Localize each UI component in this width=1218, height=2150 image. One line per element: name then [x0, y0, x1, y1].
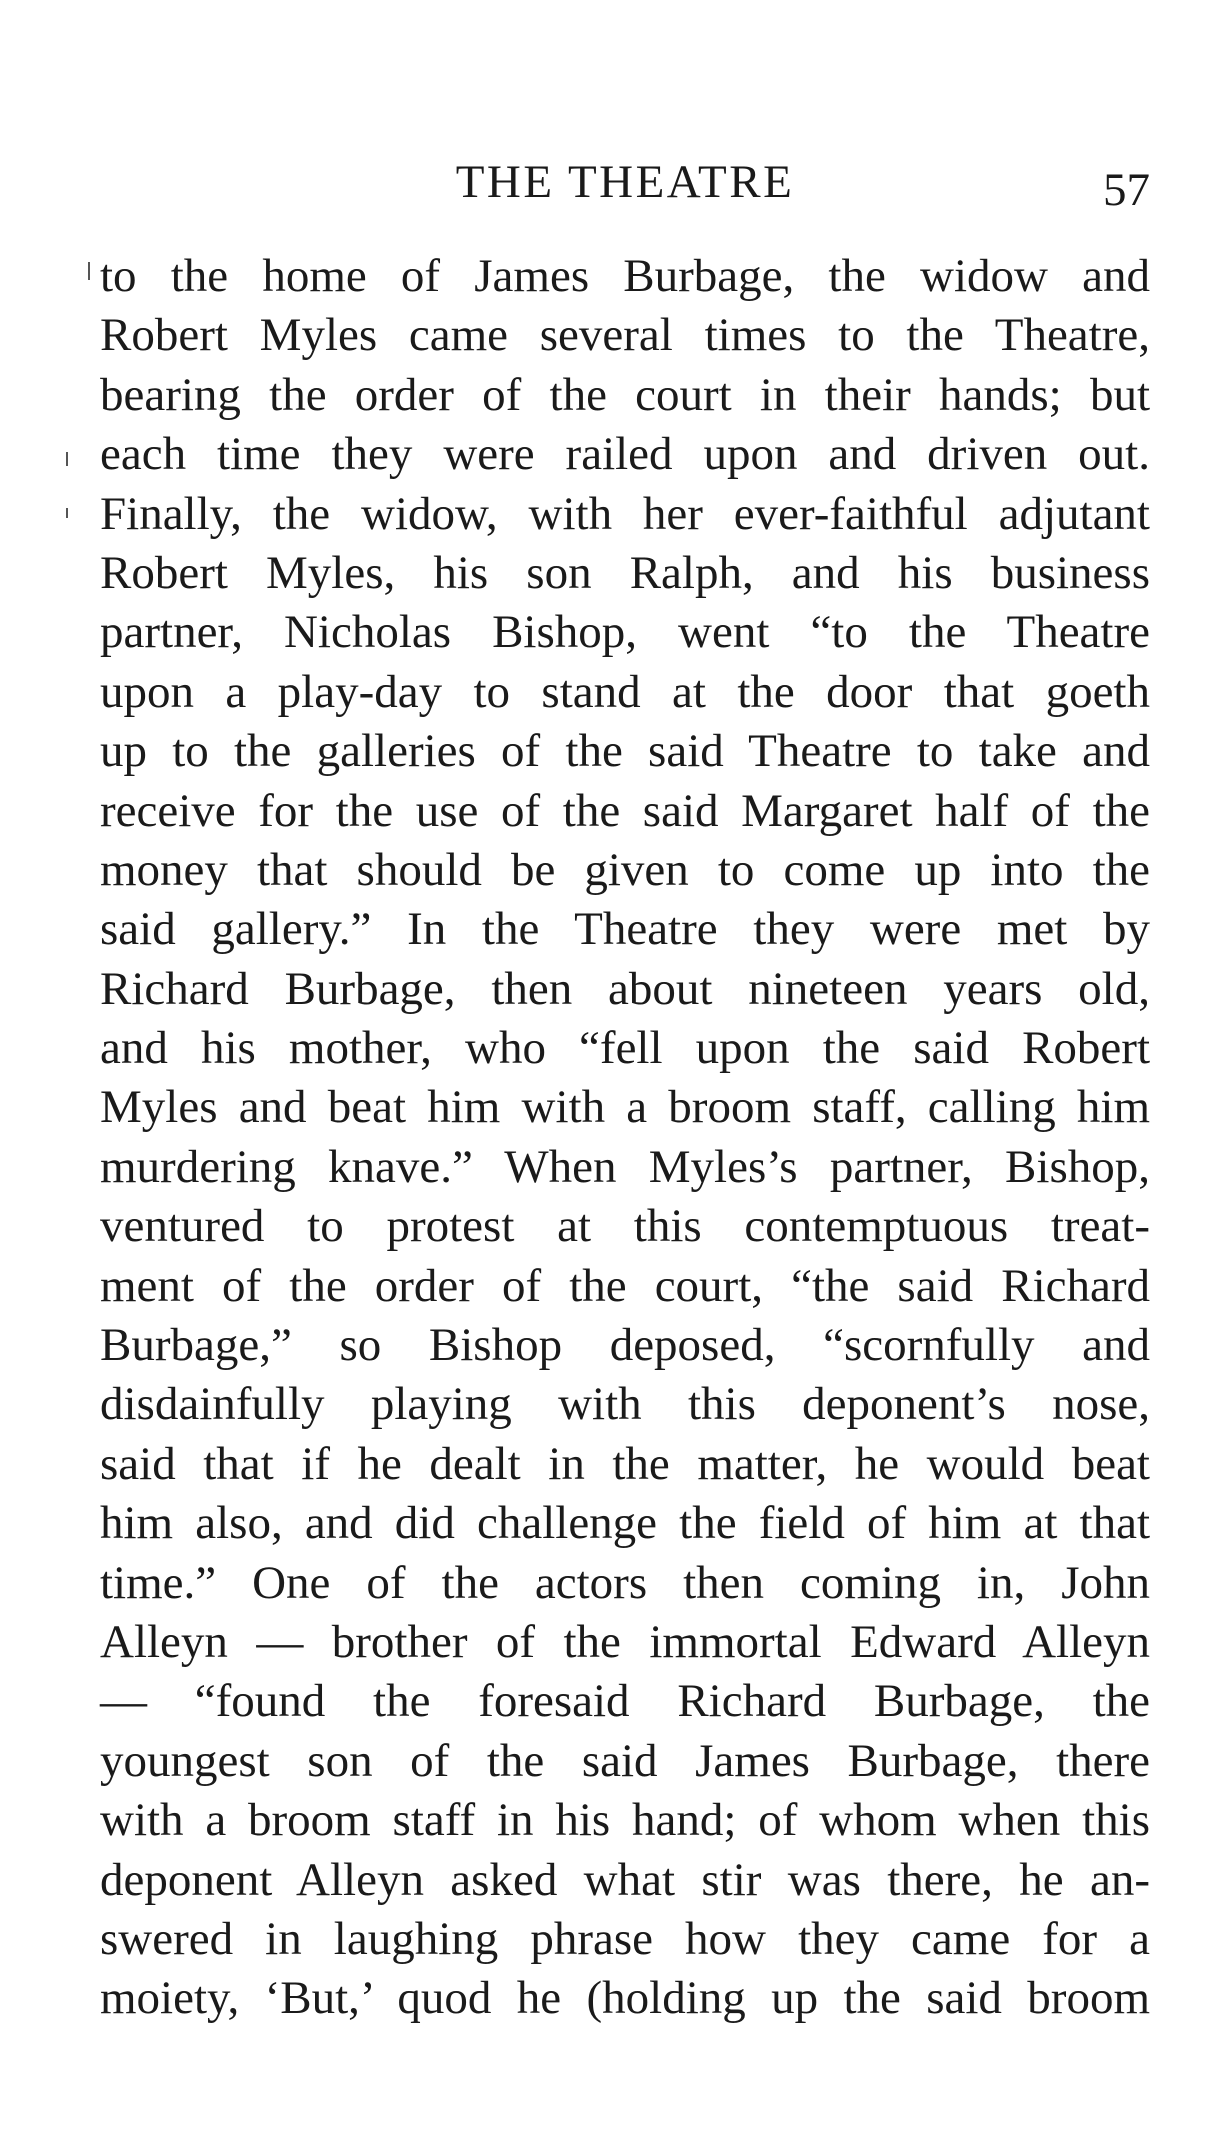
text-line: up to the galleries of the said Theatre to take and [100, 725, 1150, 778]
text-line: ventured to protest at this contemptuous treat- [100, 1200, 1150, 1253]
text-line: bearing the order of the court in their hands; but [100, 368, 1150, 421]
text-line: Myles and beat him with a broom staff, calling him [100, 1081, 1150, 1134]
text-line: to the home of James Burbage, the widow and [100, 250, 1150, 302]
text-line: time.” One of the actors then coming in, John [100, 1556, 1150, 1609]
text-line: Finally, the widow, with her ever-faithful adjutant [100, 487, 1150, 540]
text-line: disdainfully playing with this deponent’s nose, [100, 1378, 1150, 1431]
text-line: — “found the foresaid Richard Burbage, the [100, 1675, 1150, 1728]
text-line: Alleyn — brother of the immortal Edward Alleyn [100, 1615, 1150, 1668]
text-line: Robert Myles came several times to the Theatre, [100, 309, 1150, 362]
text-line: each time they were railed upon and driven out. [100, 428, 1150, 481]
text-line: murdering knave.” When Myles’s partner, Bishop, [100, 1140, 1150, 1193]
text-line: partner, Nicholas Bishop, went “to the Theatre [100, 606, 1150, 659]
text-line: Robert Myles, his son Ralph, and his business [100, 546, 1150, 599]
text-line: said gallery.” In the Theatre they were met by [100, 903, 1150, 956]
text-line: moiety, ‘But,’ quod he (holding up the said broom [100, 1972, 1150, 2025]
text-line: swered in laughing phrase how they came for a [100, 1912, 1150, 1965]
body-paragraph [100, 247, 1150, 2029]
page-number: 57 [1103, 164, 1150, 216]
text-line: deponent Alleyn asked what stir was there, he an- [100, 1853, 1150, 1906]
text-line: ment of the order of the court, “the said Richard [100, 1259, 1150, 1312]
running-head [100, 152, 1150, 216]
text-line: said that if he dealt in the matter, he would beat [100, 1437, 1150, 1490]
text-line: money that should be given to come up into the [100, 843, 1150, 896]
margin-mark [66, 508, 68, 518]
margin-mark [66, 452, 68, 466]
text-line: receive for the use of the said Margaret half of the [100, 784, 1150, 837]
running-title: THE THEATRE [455, 156, 795, 208]
text-line: with a broom staff in his hand; of whom when this [100, 1794, 1150, 1847]
margin-mark [88, 262, 90, 280]
text-line: him also, and did challenge the field of him at that [100, 1497, 1150, 1550]
text-line: upon a play-day to stand at the door that goeth [100, 665, 1150, 718]
text-line: youngest son of the said James Burbage, there [100, 1734, 1150, 1787]
text-line: Richard Burbage, then about nineteen years old, [100, 962, 1150, 1015]
text-line: Burbage,” so Bishop deposed, “scornfully and [100, 1319, 1150, 1372]
text-line: and his mother, who “fell upon the said Robert [100, 1022, 1150, 1075]
